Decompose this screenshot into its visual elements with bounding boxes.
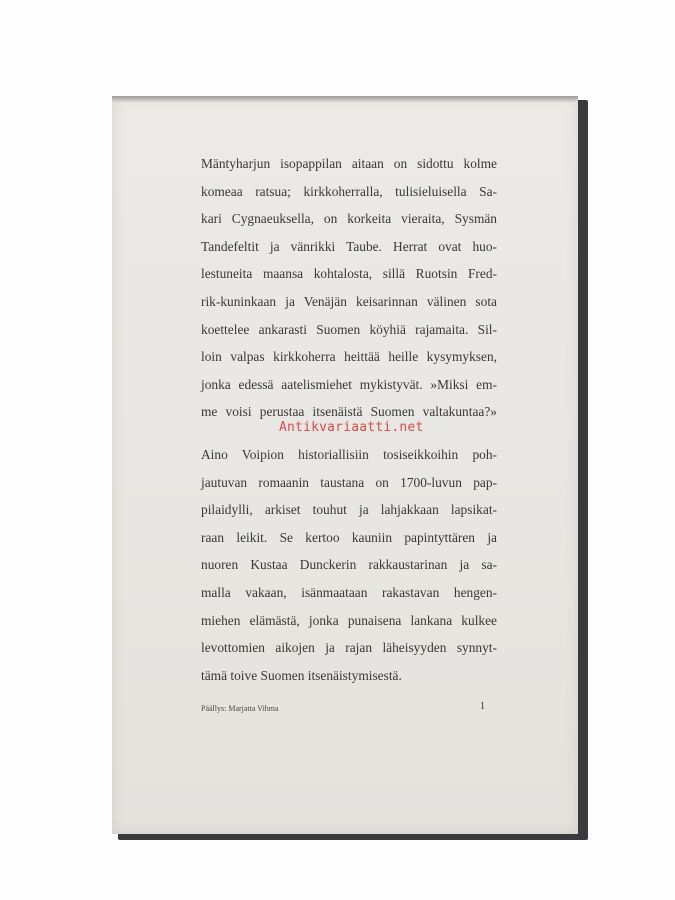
watermark-text: Antikvariaatti.net bbox=[279, 420, 424, 435]
blurb-line: raan leikit. Se kertoo kauniin papintyttären ja bbox=[201, 529, 497, 545]
blurb-line: tämä toive Suomen itsenäistymisestä. bbox=[201, 667, 402, 683]
blurb-line: nuoren Kustaa Dunckerin rakkaustarinan ja sa- bbox=[201, 557, 497, 573]
blurb-line: komeaa ratsua; kirkkoherralla, tulisieluisella Sa- bbox=[201, 183, 497, 199]
blurb-line: jonka edessä aatelismiehet mykistyvät. »Miksi em- bbox=[201, 376, 497, 392]
blurb-line: malla vakaan, isänmaataan rakastavan hengen- bbox=[201, 584, 497, 600]
book-top-edge bbox=[112, 96, 578, 102]
blurb-line: levottomien aikojen ja rajan läheisyyden synnyt- bbox=[201, 640, 497, 656]
blurb-line: rik-kuninkaan ja Venäjän keisarinnan välinen sota bbox=[201, 293, 497, 309]
blurb-line: me voisi perustaa itsenäistä Suomen valtakuntaa?» bbox=[201, 404, 497, 420]
blurb-paragraph-1 bbox=[201, 150, 497, 426]
blurb-line: kari Cygnaeuksella, on korkeita vieraita, Sysmän bbox=[201, 211, 497, 227]
blurb-line: koettelee ankarasti Suomen köyhiä rajamaita. Sil- bbox=[201, 321, 497, 337]
blurb-line: miehen elämästä, jonka punaisena lankana kulkee bbox=[201, 612, 497, 628]
cover-designer-credit: Päällys: Marjatta Vihma bbox=[201, 704, 279, 713]
blurb-paragraph-2 bbox=[201, 441, 497, 689]
page-number: 1 bbox=[480, 701, 485, 712]
blurb-line: Tandefeltit ja vänrikki Taube. Herrat ovat huo- bbox=[201, 238, 497, 254]
blurb-line: Aino Voipion historiallisiin tosiseikkoihin poh- bbox=[201, 446, 497, 462]
blurb-line: loin valpas kirkkoherra heittää heille kysymyksen, bbox=[201, 349, 497, 365]
blurb-line: pilaidylli, arkiset touhut ja lahjakkaan lapsikat- bbox=[201, 502, 497, 518]
blurb-line: lestuneita maansa kohtalosta, sillä Ruotsin Fred- bbox=[201, 266, 497, 282]
blurb-line: jautuvan romaanin taustana on 1700-luvun pap- bbox=[201, 474, 497, 490]
blurb-line: Mäntyharjun isopappilan aitaan on sidottu kolme bbox=[201, 156, 497, 171]
